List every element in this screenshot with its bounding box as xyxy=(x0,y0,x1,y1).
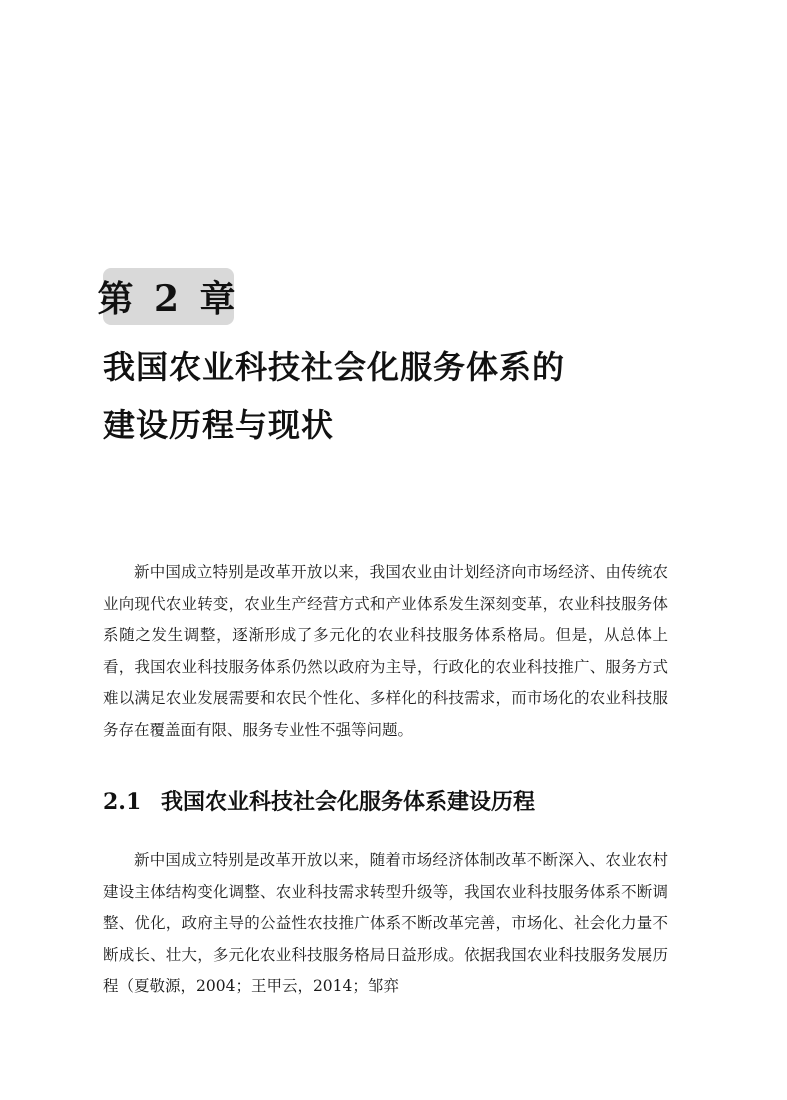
section-number: 2.1 xyxy=(103,789,142,815)
chapter-title-line-1: 我国农业科技社会化服务体系的 xyxy=(103,348,566,386)
chapter-label: 第 2 章 xyxy=(97,278,240,320)
section-heading xyxy=(103,782,535,822)
chapter-title xyxy=(103,338,723,454)
section-paragraph: 新中国成立特别是改革开放以来，随着市场经济体制改革不断深入、农业农村建设主体结构变化调整、农业科技需求转型升级等，我国农业科技服务体系不断调整、优化，政府主导的公益性农技推广体系不断改革完善，市场化、社会化力量不断成长、壮大，多元化农业科技服务格局日益形成。依据我国农业科技服务发展历程（夏敬源，2004；王甲云，2014；邹弈 xyxy=(103,851,668,995)
section-title: 我国农业科技社会化服务体系建设历程 xyxy=(161,789,536,815)
intro-paragraph: 新中国成立特别是改革开放以来，我国农业由计划经济向市场经济、由传统农业向现代农业转变，农业生产经营方式和产业体系发生深刻变革，农业科技服务体系随之发生调整，逐渐形成了多元化的农业科技服务体系格局。但是，从总体上看，我国农业科技服务体系仍然以政府为主导，行政化的农业科技推广、服务方式难以满足农业发展需要和农民个性化、多样化的科技需求，而市场化的农业科技服务存在覆盖面有限、服务专业性不强等问题。 xyxy=(103,563,668,739)
chapter-badge xyxy=(97,268,240,325)
chapter-title-line-2: 建设历程与现状 xyxy=(103,406,335,444)
